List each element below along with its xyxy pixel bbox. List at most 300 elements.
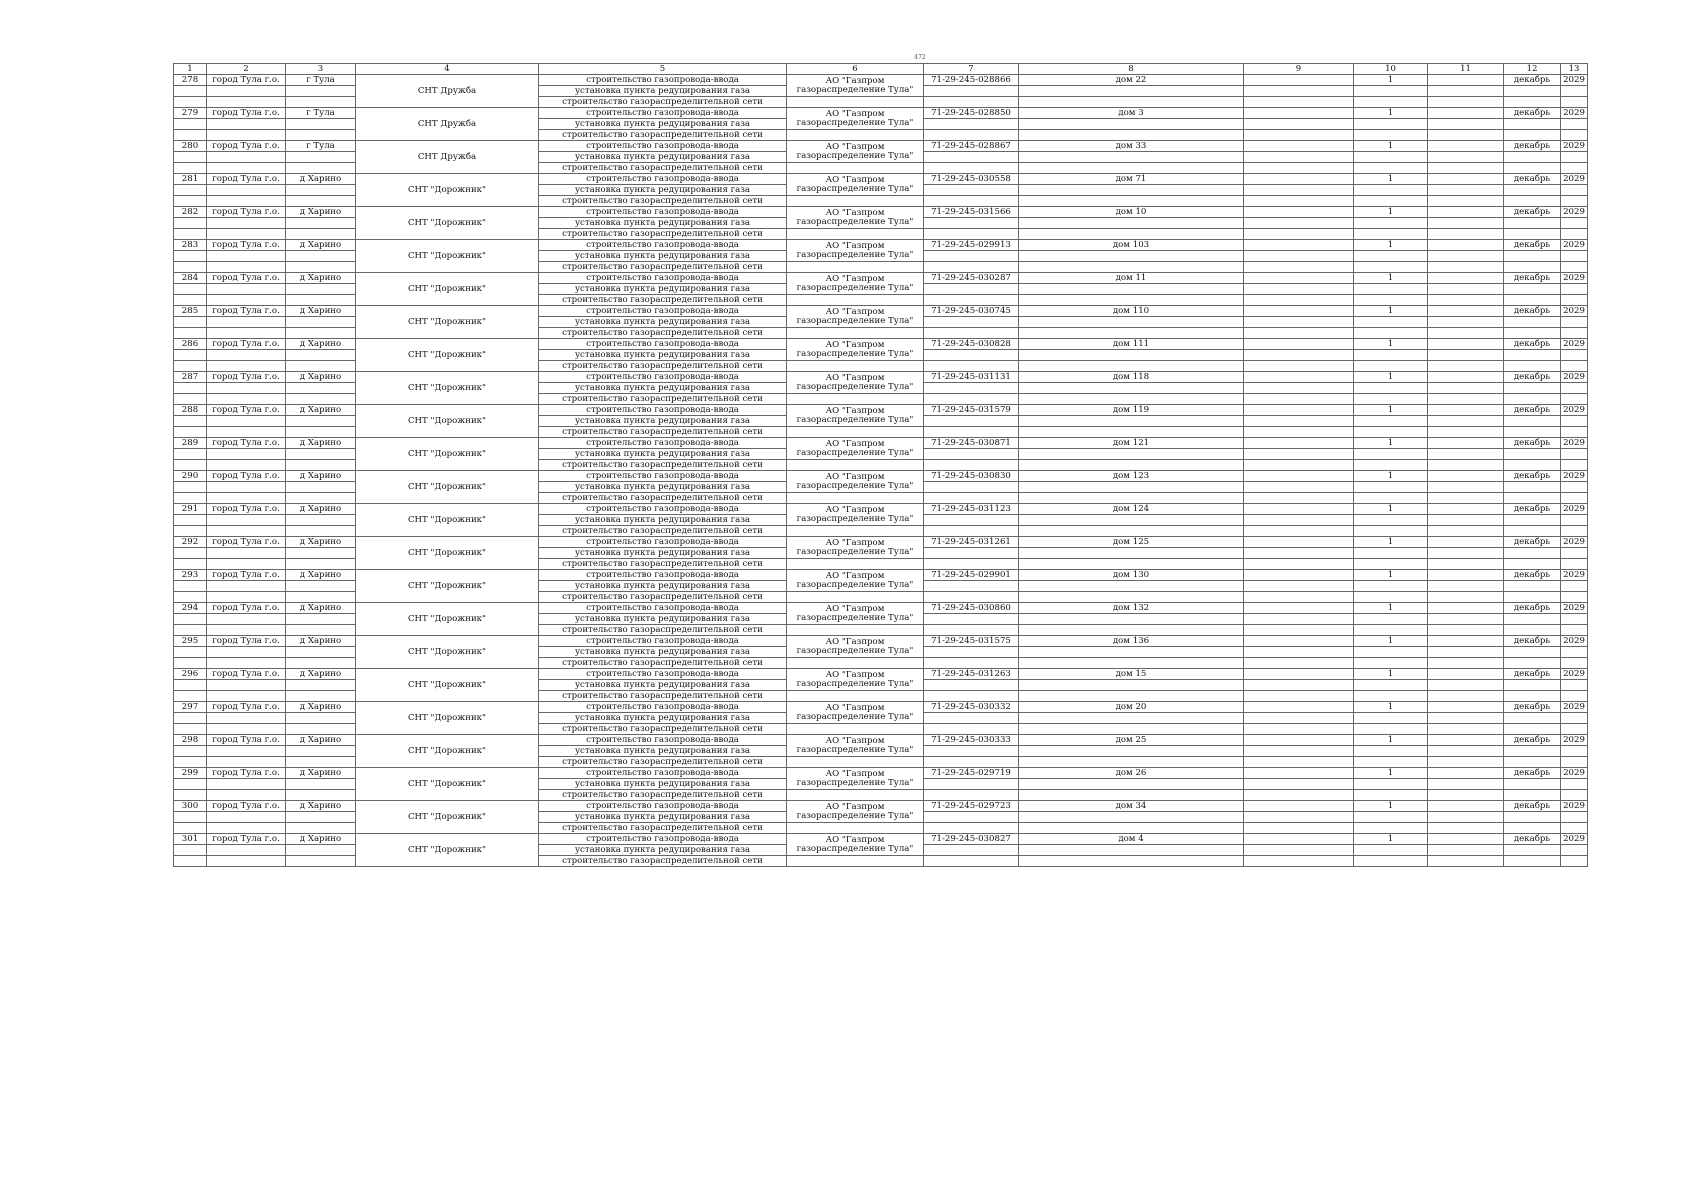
work-type-cell: установка пункта редуцирования газа [539,218,787,229]
month-cell: декабрь [1504,207,1561,218]
empty-cell [174,152,207,163]
snt-cell: СНТ "Дорожник" [356,603,539,636]
empty-cell [1244,350,1354,361]
empty-cell [1019,757,1244,768]
address-cell: дом 4 [1019,834,1244,845]
empty-cell [1428,350,1504,361]
locality-cell: д Харино [286,636,356,647]
row-number-cell: 301 [174,834,207,845]
table-row [174,273,1588,284]
empty-cell [1019,647,1244,658]
empty-cell [1428,801,1504,812]
empty-cell [1504,449,1561,460]
row-number-cell: 290 [174,471,207,482]
work-type-cell: установка пункта редуцирования газа [539,680,787,691]
empty-cell [787,856,924,867]
empty-cell [924,482,1019,493]
empty-cell [1428,471,1504,482]
year-cell: 2029 [1561,636,1588,647]
empty-cell [1504,647,1561,658]
municipality-cell: город Тула г.о. [207,801,286,812]
snt-cell: СНТ "Дорожник" [356,735,539,768]
empty-cell [1019,746,1244,757]
empty-cell [1244,691,1354,702]
empty-cell [1561,559,1588,570]
empty-cell [1354,350,1428,361]
municipality-cell: город Тула г.о. [207,471,286,482]
organization-cell: АО "Газпром газораспределение Тула" [787,405,924,427]
empty-cell [1561,757,1588,768]
empty-cell [207,328,286,339]
cadastral-number-cell: 71-29-245-030871 [924,438,1019,449]
empty-cell [1504,581,1561,592]
header-cell: 10 [1354,64,1428,75]
empty-cell [924,581,1019,592]
address-cell: дом 103 [1019,240,1244,251]
empty-cell [1244,427,1354,438]
empty-cell [286,130,356,141]
empty-cell [1354,97,1428,108]
empty-cell [1561,845,1588,856]
quantity-cell: 1 [1354,273,1428,284]
work-type-cell: строительство газопровода-ввода [539,603,787,614]
empty-cell [1354,218,1428,229]
month-cell: декабрь [1504,768,1561,779]
empty-cell [1244,97,1354,108]
empty-cell [207,658,286,669]
empty-cell [1244,284,1354,295]
empty-cell [1504,493,1561,504]
cadastral-number-cell: 71-29-245-030828 [924,339,1019,350]
empty-cell [1244,834,1354,845]
row-number-cell: 287 [174,372,207,383]
work-type-cell: установка пункта редуцирования газа [539,548,787,559]
table-row [174,438,1588,449]
empty-cell [1354,130,1428,141]
empty-cell [207,185,286,196]
empty-cell [174,845,207,856]
empty-cell [924,130,1019,141]
empty-cell [1019,779,1244,790]
empty-cell [1354,251,1428,262]
empty-cell [286,152,356,163]
empty-cell [1428,119,1504,130]
empty-cell [787,790,924,801]
work-type-cell: установка пункта редуцирования газа [539,86,787,97]
quantity-cell: 1 [1354,603,1428,614]
empty-cell [1244,108,1354,119]
snt-cell: СНТ "Дорожник" [356,240,539,273]
locality-cell: г Тула [286,141,356,152]
empty-cell [1504,361,1561,372]
municipality-cell: город Тула г.о. [207,207,286,218]
empty-cell [1428,97,1504,108]
empty-cell [1019,482,1244,493]
empty-cell [1019,790,1244,801]
empty-cell [1354,526,1428,537]
locality-cell: д Харино [286,306,356,317]
snt-cell: СНТ Дружба [356,75,539,108]
work-type-cell: строительство газопровода-ввода [539,75,787,86]
empty-cell [207,812,286,823]
empty-cell [1019,713,1244,724]
locality-cell: д Харино [286,504,356,515]
empty-cell [1561,493,1588,504]
row-number-cell: 296 [174,669,207,680]
empty-cell [1561,295,1588,306]
year-cell: 2029 [1561,768,1588,779]
table-row [174,240,1588,251]
empty-cell [1244,240,1354,251]
empty-cell [207,559,286,570]
empty-cell [1504,317,1561,328]
work-type-cell: строительство газопровода-ввода [539,471,787,482]
row-number-cell: 292 [174,537,207,548]
register-body [174,75,1588,867]
empty-cell [924,460,1019,471]
empty-cell [787,97,924,108]
work-type-cell: строительство газораспределительной сети [539,427,787,438]
cadastral-number-cell: 71-29-245-031566 [924,207,1019,218]
work-type-cell: строительство газопровода-ввода [539,768,787,779]
address-cell: дом 33 [1019,141,1244,152]
empty-cell [1354,581,1428,592]
column-number-header [174,64,1588,75]
empty-cell [1244,845,1354,856]
row-number-cell: 298 [174,735,207,746]
header-cell: 2 [207,64,286,75]
year-cell: 2029 [1561,471,1588,482]
year-cell: 2029 [1561,834,1588,845]
empty-cell [174,526,207,537]
work-type-cell: строительство газораспределительной сети [539,196,787,207]
empty-cell [1019,218,1244,229]
year-cell: 2029 [1561,339,1588,350]
table-row [174,207,1588,218]
empty-cell [1561,515,1588,526]
table-row [174,75,1588,86]
empty-cell [1019,383,1244,394]
empty-cell [1019,229,1244,240]
empty-cell [1428,394,1504,405]
month-cell: декабрь [1504,702,1561,713]
organization-cell: АО "Газпром газораспределение Тула" [787,306,924,328]
empty-cell [286,724,356,735]
cadastral-number-cell: 71-29-245-028867 [924,141,1019,152]
address-cell: дом 20 [1019,702,1244,713]
empty-cell [1354,317,1428,328]
snt-cell: СНТ "Дорожник" [356,702,539,735]
empty-cell [1019,493,1244,504]
year-cell: 2029 [1561,141,1588,152]
empty-cell [1428,515,1504,526]
address-cell: дом 136 [1019,636,1244,647]
empty-cell [1354,229,1428,240]
empty-cell [207,427,286,438]
page-number: 472 [914,54,926,61]
empty-cell [1504,515,1561,526]
empty-cell [207,548,286,559]
organization-cell: АО "Газпром газораспределение Тула" [787,834,924,856]
organization-cell: АО "Газпром газораспределение Тула" [787,141,924,163]
empty-cell [174,185,207,196]
month-cell: декабрь [1504,273,1561,284]
empty-cell [1354,449,1428,460]
address-cell: дом 25 [1019,735,1244,746]
empty-cell [924,295,1019,306]
empty-cell [1244,537,1354,548]
table-row [174,306,1588,317]
empty-cell [1354,295,1428,306]
empty-cell [1428,262,1504,273]
empty-cell [174,713,207,724]
organization-cell: АО "Газпром газораспределение Тула" [787,801,924,823]
empty-cell [1019,97,1244,108]
locality-cell: д Харино [286,405,356,416]
row-number-cell: 282 [174,207,207,218]
empty-cell [1019,581,1244,592]
locality-cell: д Харино [286,801,356,812]
empty-cell [1561,449,1588,460]
work-type-cell: строительство газопровода-ввода [539,174,787,185]
empty-cell [1244,515,1354,526]
municipality-cell: город Тула г.о. [207,141,286,152]
empty-cell [1504,262,1561,273]
empty-cell [924,196,1019,207]
work-type-cell: строительство газопровода-ввода [539,702,787,713]
empty-cell [924,658,1019,669]
empty-cell [174,383,207,394]
empty-cell [1019,251,1244,262]
organization-cell: АО "Газпром газораспределение Тула" [787,603,924,625]
empty-cell [1428,823,1504,834]
empty-cell [1561,614,1588,625]
empty-cell [1561,119,1588,130]
work-type-cell: строительство газопровода-ввода [539,273,787,284]
empty-cell [1354,185,1428,196]
empty-cell [924,647,1019,658]
empty-cell [207,625,286,636]
row-number-cell: 291 [174,504,207,515]
quantity-cell: 1 [1354,801,1428,812]
empty-cell [787,526,924,537]
empty-cell [1504,394,1561,405]
empty-cell [1244,779,1354,790]
empty-cell [1019,680,1244,691]
row-number-cell: 289 [174,438,207,449]
empty-cell [1504,460,1561,471]
empty-cell [1354,119,1428,130]
empty-cell [1428,295,1504,306]
empty-cell [1354,482,1428,493]
header-cell: 11 [1428,64,1504,75]
empty-cell [174,647,207,658]
empty-cell [1244,471,1354,482]
empty-cell [1244,504,1354,515]
empty-cell [1504,823,1561,834]
empty-cell [787,658,924,669]
empty-cell [924,493,1019,504]
quantity-cell: 1 [1354,735,1428,746]
work-type-cell: установка пункта редуцирования газа [539,185,787,196]
empty-cell [1019,152,1244,163]
empty-cell [1428,647,1504,658]
work-type-cell: строительство газораспределительной сети [539,295,787,306]
empty-cell [1428,603,1504,614]
empty-cell [787,691,924,702]
header-cell: 4 [356,64,539,75]
year-cell: 2029 [1561,702,1588,713]
work-type-cell: строительство газопровода-ввода [539,108,787,119]
empty-cell [286,680,356,691]
address-cell: дом 125 [1019,537,1244,548]
work-type-cell: строительство газораспределительной сети [539,559,787,570]
row-number-cell: 284 [174,273,207,284]
empty-cell [286,823,356,834]
empty-cell [1244,438,1354,449]
organization-cell: АО "Газпром газораспределение Тула" [787,174,924,196]
empty-cell [1244,823,1354,834]
municipality-cell: город Тула г.о. [207,735,286,746]
empty-cell [1244,339,1354,350]
empty-cell [174,746,207,757]
empty-cell [924,856,1019,867]
snt-cell: СНТ Дружба [356,108,539,141]
organization-cell: АО "Газпром газораспределение Тула" [787,636,924,658]
month-cell: декабрь [1504,669,1561,680]
empty-cell [1019,812,1244,823]
empty-cell [1354,779,1428,790]
empty-cell [1561,581,1588,592]
row-number-cell: 293 [174,570,207,581]
row-number-cell: 297 [174,702,207,713]
snt-cell: СНТ "Дорожник" [356,669,539,702]
month-cell: декабрь [1504,174,1561,185]
empty-cell [1428,317,1504,328]
work-type-cell: строительство газопровода-ввода [539,735,787,746]
empty-cell [924,218,1019,229]
empty-cell [174,119,207,130]
empty-cell [174,416,207,427]
empty-cell [1504,559,1561,570]
empty-cell [286,185,356,196]
empty-cell [1428,218,1504,229]
row-number-cell: 300 [174,801,207,812]
quantity-cell: 1 [1354,570,1428,581]
empty-cell [1354,515,1428,526]
empty-cell [1428,559,1504,570]
empty-cell [1561,130,1588,141]
empty-cell [1354,548,1428,559]
year-cell: 2029 [1561,570,1588,581]
empty-cell [1244,196,1354,207]
empty-cell [1244,768,1354,779]
empty-cell [1561,196,1588,207]
month-cell: декабрь [1504,75,1561,86]
empty-cell [286,284,356,295]
work-type-cell: установка пункта редуцирования газа [539,416,787,427]
empty-cell [1244,361,1354,372]
empty-cell [174,757,207,768]
empty-cell [207,581,286,592]
empty-cell [207,856,286,867]
empty-cell [1354,845,1428,856]
empty-cell [1428,779,1504,790]
table-row [174,141,1588,152]
empty-cell [1561,713,1588,724]
empty-cell [1019,361,1244,372]
empty-cell [1504,97,1561,108]
empty-cell [1354,559,1428,570]
empty-cell [1019,130,1244,141]
empty-cell [174,295,207,306]
empty-cell [1019,515,1244,526]
empty-cell [924,691,1019,702]
empty-cell [286,350,356,361]
empty-cell [174,856,207,867]
month-cell: декабрь [1504,438,1561,449]
empty-cell [1244,152,1354,163]
empty-cell [286,295,356,306]
empty-cell [1354,262,1428,273]
work-type-cell: строительство газопровода-ввода [539,240,787,251]
empty-cell [286,592,356,603]
locality-cell: д Харино [286,834,356,845]
work-type-cell: установка пункта редуцирования газа [539,350,787,361]
snt-cell: СНТ "Дорожник" [356,405,539,438]
table-row [174,603,1588,614]
municipality-cell: город Тула г.о. [207,636,286,647]
empty-cell [1561,416,1588,427]
row-number-cell: 288 [174,405,207,416]
empty-cell [1561,856,1588,867]
empty-cell [286,812,356,823]
empty-cell [1504,152,1561,163]
work-type-cell: строительство газораспределительной сети [539,97,787,108]
empty-cell [1244,636,1354,647]
empty-cell [924,746,1019,757]
empty-cell [1504,526,1561,537]
header-cell: 13 [1561,64,1588,75]
empty-cell [1244,735,1354,746]
empty-cell [174,361,207,372]
empty-cell [924,779,1019,790]
work-type-cell: установка пункта редуцирования газа [539,515,787,526]
work-type-cell: строительство газопровода-ввода [539,339,787,350]
empty-cell [1428,702,1504,713]
cadastral-number-cell: 71-29-245-030745 [924,306,1019,317]
empty-cell [207,680,286,691]
empty-cell [286,713,356,724]
quantity-cell: 1 [1354,702,1428,713]
work-type-cell: установка пункта редуцирования газа [539,317,787,328]
empty-cell [286,614,356,625]
cadastral-number-cell: 71-29-245-031131 [924,372,1019,383]
header-cell: 7 [924,64,1019,75]
empty-cell [1504,130,1561,141]
empty-cell [174,86,207,97]
year-cell: 2029 [1561,669,1588,680]
empty-cell [1244,570,1354,581]
empty-cell [174,427,207,438]
cadastral-number-cell: 71-29-245-031123 [924,504,1019,515]
month-cell: декабрь [1504,504,1561,515]
empty-cell [1504,163,1561,174]
empty-cell [1428,669,1504,680]
locality-cell: д Харино [286,603,356,614]
empty-cell [1428,746,1504,757]
empty-cell [1354,383,1428,394]
